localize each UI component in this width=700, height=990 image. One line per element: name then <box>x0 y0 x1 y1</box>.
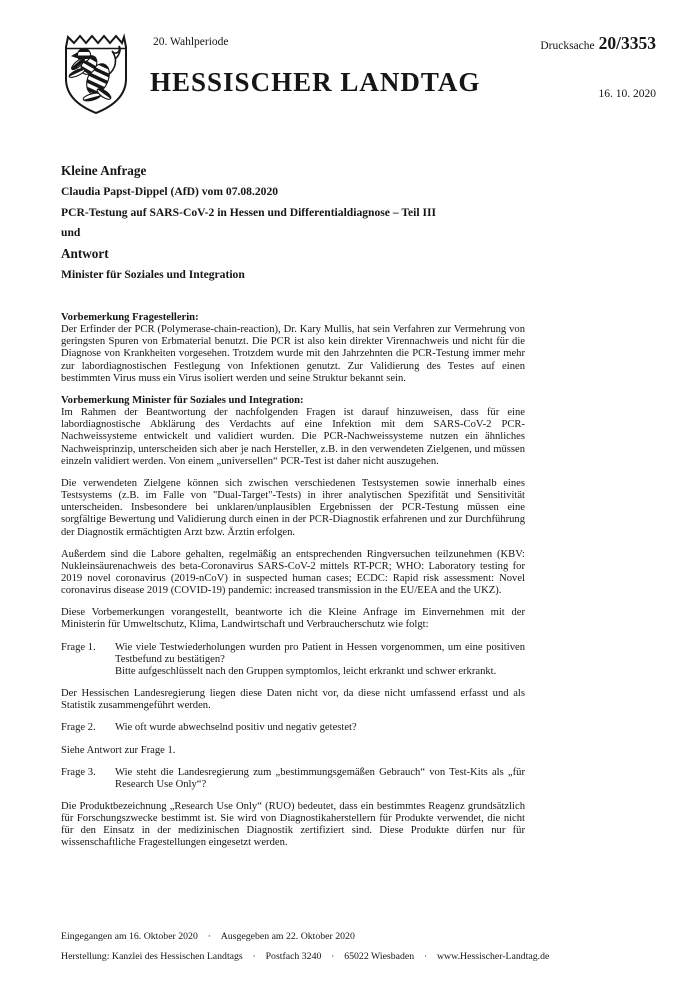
document-kind: Kleine Anfrage <box>61 163 147 178</box>
legislative-period: 20. Wahlperiode <box>153 36 229 48</box>
question-3 <box>61 767 525 791</box>
question-1-text-wrap <box>115 642 525 678</box>
remark-minister <box>61 395 525 468</box>
answer-3: Die Produktbezeichnung „Research Use Only“ (RUO) bedeutet, dass ein bestimmtes Reagenz grundsätzlich für Forschungszwecke bestimmt ist. Sie wird von Diagnostikaherstellern für Produkte verwendet, die nicht für den Einsatz in der medizinischen Diagnostik zertifiziert sind. Diese Produkte dürfen nur für wissenschaftliche Fragestellungen eingesetzt werden. <box>61 801 525 849</box>
answer-1: Der Hessischen Landesregierung liegen diese Daten nicht vor, da diese nicht umfassend erfasst und als Statistik zusammengeführt werden. <box>61 688 525 712</box>
question-2 <box>61 722 525 734</box>
drucksache-label: Drucksache <box>540 40 595 52</box>
minister-line: Minister für Soziales und Integration <box>61 267 245 281</box>
remark-questioner <box>61 312 525 385</box>
answer-label: Antwort <box>61 246 109 262</box>
author-line: Claudia Papst-Dippel (AfD) vom 07.08.2020 <box>61 184 279 198</box>
hessen-coat-of-arms-icon <box>56 31 136 117</box>
connector-word: und <box>61 226 81 240</box>
subject-block <box>61 161 531 286</box>
question-3-label: Frage 3. <box>61 766 96 778</box>
parliament-title: HESSISCHER LANDTAG <box>150 67 481 97</box>
question-1 <box>61 642 525 678</box>
question-3-text: Wie steht die Landesregierung zum „bestimmungsgemäßen Gebrauch“ von Test-Kits als „für Research Use Only“? <box>115 766 525 790</box>
question-2-text: Wie oft wurde abwechselnd positiv und negativ getestet? <box>115 722 357 734</box>
question-1-text: Wie viele Testwiederholungen wurden pro Patient in Hessen vorgenommen, um eine positiven Testbefund zu bestätigen? <box>115 641 525 665</box>
remark-questioner-text: Der Erfinder der PCR (Polymerase-chain-reaction), Dr. Kary Mullis, hat sein Verfahren zur Vermehrung von geringsten Spuren von Erbmaterial benutzt. Die PCR ist also kein direkter Virennachweis und nicht für die Diagnose von Krankheiten vorgesehen. Trotzdem wurde mit den Jahrzehnten die PCR-Testung immer mehr zur labordiagnostischen Festlegung von Infektionen genutzt. Zur Validierung des Testes auf einen bestimmten Virus muss ein Virus isoliert werden und seine Struktur bekannt sein. <box>61 324 525 384</box>
footer-imprint: Herstellung: Kanzlei des Hessischen Landtags · Postfach 3240 · 65022 Wiesbaden · www.Hessischer-Landtag.de <box>61 951 550 962</box>
document-body <box>61 312 525 860</box>
footer-received-issued: Eingegangen am 16. Oktober 2020 · Ausgegeben am 22. Oktober 2020 <box>61 931 355 942</box>
remark-questioner-heading: Vorbemerkung Fragestellerin: <box>61 312 199 323</box>
remark-minister-paragraph-1: Im Rahmen der Beantwortung der nachfolgenden Fragen ist darauf hinzuweisen, dass für eine labordiagnostische Abklärung des Verdachts auf eine Infektion mit dem SARS-CoV-2 PCR-Nachweissysteme entwickelt und validiert wurden. Die PCR-Nachweissysteme nutzen ein ähnliches Nachweisprinzip, unterscheiden sich aber je nach Hersteller, z.B. in den verwendeten Zielgenen, und müssen einzeln validiert werden. Von einem „universellen“ PCR-Test ist daher nicht auszugehen. <box>61 407 525 467</box>
drucksache-line <box>540 33 656 54</box>
closing-preamble: Diese Vorbemerkungen vorangestellt, beantworte ich die Kleine Anfrage im Einvernehmen mit der Ministerin für Umweltschutz, Klima, Landwirtschaft und Verbraucherschutz wie folgt: <box>61 607 525 631</box>
answer-2: Siehe Antwort zur Frage 1. <box>61 744 176 756</box>
question-1-label: Frage 1. <box>61 641 96 653</box>
remark-minister-heading: Vorbemerkung Minister für Soziales und Integration: <box>61 394 304 406</box>
remark-minister-paragraph-3: Außerdem sind die Labore gehalten, regelmäßig an entsprechenden Ringversuchen teilzunehmen (KBV: Nukleinsäurenachweis des beta-Coronavirus SARS-CoV-2 mittels RT-PCR; WHO: Laboratory testing for 2019 novel coronavirus (2019-nCoV) in suspected human cases; ECDC: Rapid risk assessment: Novel coronavirus disease 2019 (COVID-19) pandemic: increased transmission in the EU/EEA and the UKZ). <box>61 548 525 597</box>
inquiry-title: PCR-Testung auf SARS-CoV-2 in Hessen und Differentialdiagnose – Teil III <box>61 205 437 219</box>
question-1-note: Bitte aufgeschlüsselt nach den Gruppen symptomlos, leicht erkrankt und schwer erkrankt. <box>115 665 497 677</box>
document-date: 16. 10. 2020 <box>598 88 656 100</box>
remark-minister-paragraph-2: Die verwendeten Zielgene können sich zwischen verschiedenen Testsystemen sowie innerhalb eines Testsystems (z.B. im Falle von "Dual-Target"-Tests) in ihrer analytischen Spezifität und Sensitivität unterscheiden. Insbesondere bei unklaren/unplausiblen Ergebnissen der PCR-Testung müssen eine sorgfältige Bewertung und Validierung durch einen in der PCR-Diagnostik erfahrenen und zur Durchführung der Diagnostik ermächtigten Arzt bzw. Ärztin erfolgen. <box>61 477 525 538</box>
drucksache-number: 20/3353 <box>598 33 656 53</box>
question-2-label: Frage 2. <box>61 722 96 734</box>
